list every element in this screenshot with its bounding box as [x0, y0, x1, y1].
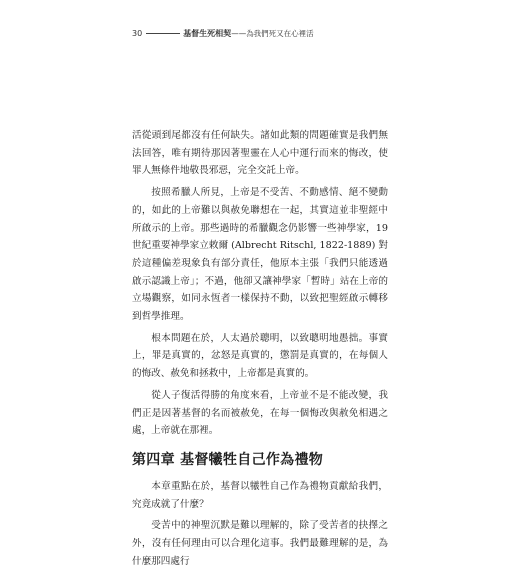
header-rule: [146, 33, 180, 34]
book-subtitle: ——為我們死又在心裡活: [231, 28, 314, 38]
running-header: [132, 26, 392, 40]
paragraph: 從人子復活得勝的角度來看，上帝並不是不能改變，我們正是因著基督的名而被赦免，在每一個悔改與赦免相遇之處，上帝就在那裡。: [132, 389, 388, 437]
page-body: [132, 127, 388, 570]
chapter-heading: 第四章 基督犧牲自己作為禮物: [132, 451, 324, 468]
paragraph: 根本問題在於，人太過於聰明，以致聰明地愚拙。事實上，罪是真實的，忿怒是真實的，懲罰是真實的，在每個人的悔改、赦免和拯救中，上帝都是真實的。: [132, 332, 388, 380]
paragraph: 按照希臘人所見，上帝是不受苦、不動感情、絕不變動的，如此的上帝難以與赦免聯想在一起，其實這並非聖經中所啟示的上帝。那些過時的希臘觀念仍影響一些神學家，19 世紀重要神學家立敕爾 (Albrecht Ritschl, 1822-1889) 對於這種偏差現象負有部分責任，他原本主張「我們只能透過啟示認識上帝」；不過，他卻又讓神學家「暫時」站在上帝的立場觀察，如同永恆者一樣保持不動，以致把聖經啟示轉移到哲學推理。: [132, 187, 388, 323]
paragraph-continued: 活從頭到尾都沒有任何缺失。諸如此類的問題確實是我們無法回答，唯有期待那因著聖靈在人心中運行而來的悔改，使罪人無條件地敬畏邪惡，完全交託上帝。: [132, 130, 388, 177]
page-number: 30: [132, 28, 143, 38]
book-title: 基督生死相契: [183, 28, 232, 38]
paragraph: 受苦中的神聖沉默是難以理解的，除了受苦者的抉擇之外，沒有任何理由可以合理化這事。我們最難理解的是，為什麼那四處行: [132, 520, 388, 567]
paragraph: 本章重點在於，基督以犧牲自己作為禮物貢獻給我們，究竟成就了什麼？: [132, 480, 388, 510]
